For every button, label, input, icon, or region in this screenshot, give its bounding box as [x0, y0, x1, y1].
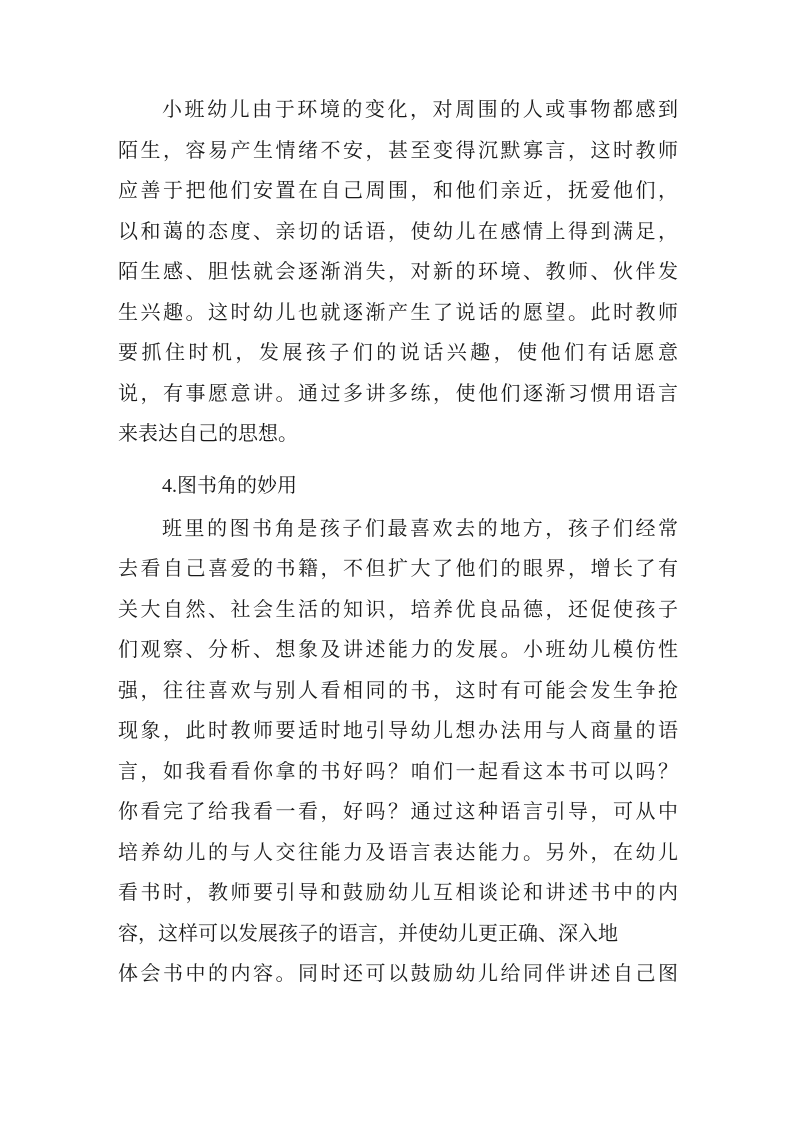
paragraph-1-line: 应善于把他们安置在自己周围，和他们亲近，抚爱他们， [118, 178, 678, 202]
paragraph-2-line: 你看完了给我看一看，好吗？通过这种语言引导，可从中 [118, 799, 678, 823]
paragraph-1-line: 来表达自己的思想。 [118, 421, 298, 445]
paragraph-2-line: 看书时，教师要引导和鼓励幼儿互相谈论和讲述书中的内 [118, 880, 678, 904]
paragraph-2-line: 容，这样可以发展孩子的语言，并使幼儿更正确、深入地 [118, 921, 618, 945]
paragraph-2-line: 体会书中的内容。同时还可以鼓励幼儿给同伴讲述自己图 [118, 961, 678, 985]
paragraph-1-line: 陌生，容易产生情绪不安，甚至变得沉默寡言，这时教师 [118, 138, 678, 162]
paragraph-2-line: 培养幼儿的与人交往能力及语言表达能力。另外，在幼儿 [118, 840, 678, 864]
paragraph-1-line: 说，有事愿意讲。通过多讲多练，使他们逐渐习惯用语言 [118, 381, 678, 405]
paragraph-1-line: 以和蔼的态度、亲切的话语，使幼儿在感情上得到满足， [118, 219, 678, 243]
paragraph-2-line: 强，往往喜欢与别人看相同的书，这时有可能会发生争抢 [118, 678, 678, 702]
paragraph-2-line: 们观察、分析、想象及讲述能力的发展。小班幼儿模仿性 [118, 637, 678, 661]
paragraph-2-line: 现象，此时教师要适时地引导幼儿想办法用与人商量的语 [118, 718, 678, 742]
paragraph-1-line: 要抓住时机，发展孩子们的说话兴趣，使他们有话愿意 [118, 340, 678, 364]
section-heading: 4.图书角的妙用 [162, 475, 297, 497]
paragraph-2-line: 班里的图书角是孩子们最喜欢去的地方，孩子们经常 [162, 516, 678, 540]
paragraph-2-line: 去看自己喜爱的书籍，不但扩大了他们的眼界，增长了有 [118, 556, 678, 580]
paragraph-2-line: 关大自然、社会生活的知识，培养优良品德，还促使孩子 [118, 597, 678, 621]
paragraph-1-line: 陌生感、胆怯就会逐渐消失，对新的环境、教师、伙伴发 [118, 259, 678, 283]
paragraph-1-line: 生兴趣。这时幼儿也就逐渐产生了说话的愿望。此时教师 [118, 300, 678, 324]
paragraph-1-line: 小班幼儿由于环境的变化，对周围的人或事物都感到 [162, 97, 678, 121]
paragraph-2-line: 言，如我看看你拿的书好吗？咱们一起看这本书可以吗？ [118, 759, 678, 783]
